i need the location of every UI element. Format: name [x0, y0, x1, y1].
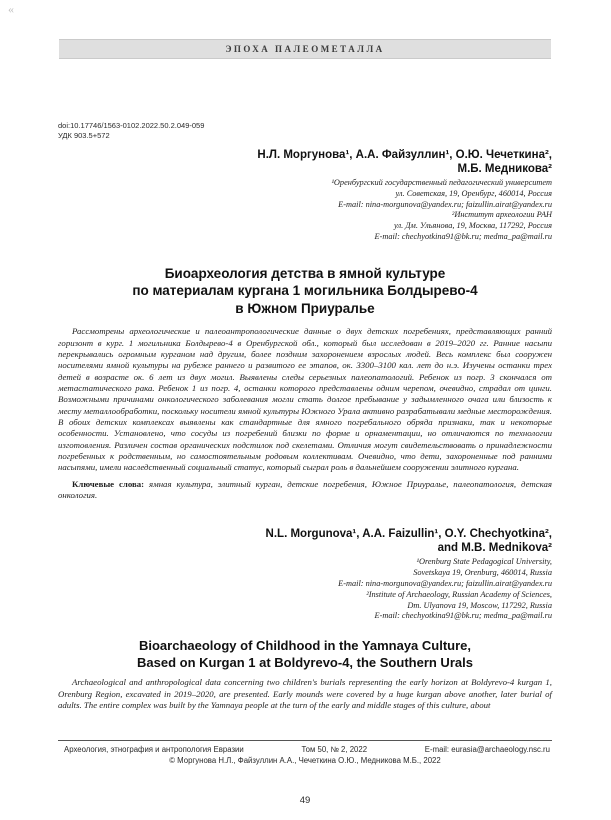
authors-english-line1: N.L. Morgunova¹, A.A. Faizullin¹, O.Y. Chechyotkina²,	[265, 528, 552, 541]
journal-imprint	[58, 741, 552, 754]
affiliation-line: ¹Orenburg State Pedagogical University,	[416, 557, 552, 567]
title-english-line: Bioarchaeology of Childhood in the Yamnaya Culture,	[138, 638, 472, 654]
keywords-label: Ключевые слова:	[72, 478, 145, 489]
authors-english	[58, 527, 552, 555]
affiliation-line: Sovetskaya 19, Orenburg, 460014, Russia	[413, 568, 552, 578]
affiliation-line: ¹Оренбургский государственный педагогический университет	[331, 178, 552, 187]
journal-email: E-mail: eurasia@archaeology.nsc.ru	[424, 745, 550, 754]
article-meta	[58, 121, 552, 141]
authors-russian-line2: М.Б. Медникова²	[457, 163, 552, 175]
affiliations-russian	[58, 178, 552, 243]
authors-english-line2: and M.B. Mednikova²	[437, 542, 552, 555]
article-title-russian	[58, 265, 552, 318]
title-russian-line: по материалам кургана 1 могильника Болдырево-4	[132, 283, 478, 299]
article-content	[58, 121, 552, 711]
affiliation-line: E-mail: chechyotkina91@bk.ru; medma_pa@mail.ru	[374, 611, 552, 621]
title-russian-line: Биоархеология детства в ямной культуре	[164, 265, 446, 281]
title-english-line: Based on Kurgan 1 at Boldyrevo-4, the Southern Urals	[137, 655, 473, 671]
affiliation-line: ул. Дм. Ульянова, 19, Москва, 117292, Россия	[394, 221, 552, 231]
abstract-russian: Рассмотрены археологические и палеоантропологические данные о двух детских погребениях, представляющих ранний горизонт в кург. 1 могильника Болдырево-4 в Оренбургской обл., который был исследован в 2019–2020 гг. Ранние насыпи перекрывались огромным курганом над другим, более поздним захоронением взрослых людей. Весь комплекс был сооружен носителями ямной культуры на рубеже раннего и развитого ее этапов, ок. 3300–3100 кал. лет до н.э. Изучены останки трех детей в возрасте ок. 6 лет из двух могил. Выявлены следы серьезных палеопатологий. Ребенок из погр. 3 скончался от метастатического рака. Ребенок 1 из погр. 4, останки которого представлены одним черепом, очевидно, страдал от цинги. Возможными причинами онкологического заболевания могли стать долгое пребывание у задымленного очага или близость к месту металлообработки, поскольку носители ямной культуры Южного Урала активно разрабатывали медные месторождения. В обоих детских комплексах выявлены как стандартные для ямного погребального обряда признаки, так и некоторые особенности. Установлено, что сосуды из погребений близки по форме и орнаментации, но отличаются по технологии изготовления. Различен состав органических подстилок под скелетами. Отличия могут свидетельствовать о принадлежности погребенных к родственным, но самостоятельным родовым коллективам. Очевидно, что дети, захороненные под ранними насыпями, имели наследственный социальный статус, который сыграл роль в дальнейшем сооружении элитного кургана.	[58, 326, 552, 473]
running-head: ЭПОХА ПАЛЕОМЕТАЛЛА	[59, 39, 551, 59]
page-number: 49	[299, 795, 311, 806]
keywords-russian	[58, 479, 552, 502]
affiliation-line: ул. Советская, 19, Оренбург, 460014, Россия	[395, 188, 552, 198]
corner-mark: «	[8, 2, 14, 16]
affiliation-line: ²Институт археологии РАН	[451, 210, 552, 220]
authors-russian	[58, 148, 552, 176]
affiliation-line: E-mail: nina-morgunova@yandex.ru; faizullin.airat@yandex.ru	[338, 579, 552, 589]
abstract-english: Archaeological and anthropological data concerning two children's burials representing the early horizon at Boldyrevo-4 kurgan 1, Orenburg Region, excavated in 2019–2020, are presented. Early mounds were covered by a huge kurgan above another, later burial of adults. The entire complex was built by the Yamnaya people at the turn of the early and middle stages of this culture, about	[58, 677, 552, 710]
affiliation-line: ²Institute of Archaeology, Russian Academy of Sciences,	[366, 589, 552, 599]
affiliation-line: Dm. Ulyanova 19, Moscow, 117292, Russia	[407, 600, 552, 610]
keywords-text: ямная культура, элитный курган, детские погребения, Южное Приуралье, палеопатология, детская онкология.	[58, 478, 553, 501]
udk: УДК 903.5+572	[58, 131, 110, 140]
article-title-english	[58, 637, 552, 671]
journal-name: Археология, этнография и антропология Евразии	[64, 745, 244, 754]
affiliation-line: E-mail: chechyotkina91@bk.ru; medma_pa@mail.ru	[374, 231, 552, 241]
affiliation-line: E-mail: nina-morgunova@yandex.ru; faizullin.airat@yandex.ru	[338, 199, 552, 209]
affiliations-english	[58, 557, 552, 622]
page-footer	[58, 740, 552, 820]
copyright-line: © Моргунова Н.Л., Файзуллин А.А., Чечеткина О.Ю., Медникова М.Б., 2022	[169, 756, 441, 765]
title-russian-line: в Южном Приуралье	[235, 300, 375, 316]
journal-issue: Том 50, № 2, 2022	[301, 745, 368, 754]
doi: doi:10.17746/1563-0102.2022.50.2.049-059	[58, 121, 205, 130]
authors-russian-line1: Н.Л. Моргунова¹, А.А. Файзуллин¹, О.Ю. Чечеткина²,	[257, 149, 552, 161]
